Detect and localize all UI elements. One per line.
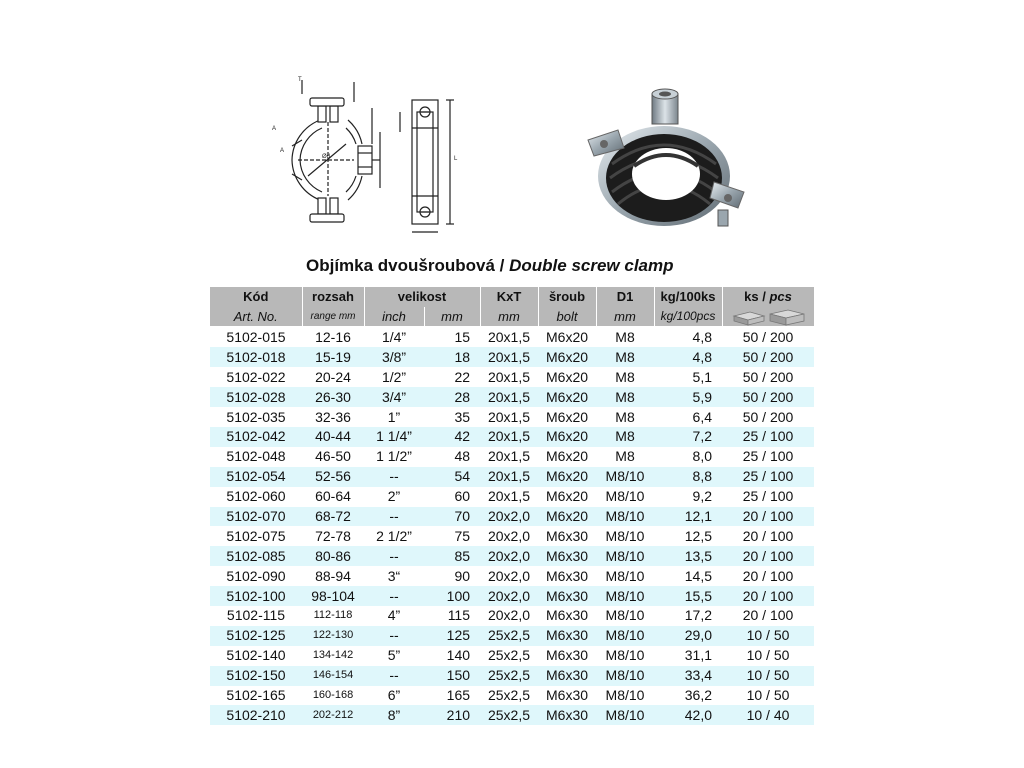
cell-d1: M8/10 bbox=[596, 546, 654, 566]
cell-code: 5102-028 bbox=[210, 387, 302, 407]
cell-weight: 5,1 bbox=[692, 368, 713, 385]
cell-code: 5102-150 bbox=[210, 666, 302, 686]
svg-text:A: A bbox=[280, 148, 285, 154]
cell-pack: 10 / 50 bbox=[746, 647, 790, 664]
cell-d1: M8/10 bbox=[605, 567, 645, 584]
cell-kxt: 20x1,5 bbox=[487, 448, 531, 465]
box-small-icon bbox=[734, 312, 764, 325]
cell-kxt: 20x1,5 bbox=[487, 408, 531, 425]
table-row bbox=[210, 686, 814, 706]
table-row bbox=[210, 487, 814, 507]
cell-weight: 42,0 bbox=[654, 705, 722, 725]
cell-bolt: M6x20 bbox=[546, 488, 589, 505]
cell-pack: 20 / 100 bbox=[742, 567, 794, 584]
table-row bbox=[210, 606, 814, 626]
subheader-box-icons bbox=[722, 307, 814, 328]
table-row bbox=[210, 566, 814, 586]
cell-bolt: M6x20 bbox=[538, 467, 596, 487]
cell-code: 5102-140 bbox=[226, 647, 286, 664]
cell-weight: 7,2 bbox=[654, 427, 722, 447]
svg-text:Ød: Ød bbox=[322, 154, 331, 160]
cell-mm: 85 bbox=[424, 546, 480, 566]
cell-d1: M8/10 bbox=[605, 527, 645, 544]
cell-kxt: 20x2,0 bbox=[480, 546, 538, 566]
cell-mm: 100 bbox=[424, 586, 480, 606]
cell-kxt: 25x2,5 bbox=[487, 687, 531, 704]
cell-bolt: M6x30 bbox=[546, 607, 589, 624]
subheader-bolt: bolt bbox=[538, 307, 596, 328]
cell-weight: 13,5 bbox=[654, 546, 722, 566]
table-row bbox=[210, 666, 814, 686]
cell-range: 60-64 bbox=[315, 488, 351, 505]
cell-inch: 3/4” bbox=[364, 387, 424, 407]
table-body bbox=[210, 327, 814, 725]
cell-inch: -- bbox=[364, 467, 424, 487]
cell-pack: 50 / 200 bbox=[722, 347, 814, 367]
cell-inch: 2” bbox=[387, 488, 401, 505]
cell-inch: -- bbox=[364, 666, 424, 686]
cell-code: 5102-035 bbox=[226, 408, 286, 425]
header-sroub: šroub bbox=[538, 287, 596, 307]
table-row bbox=[210, 546, 814, 566]
cell-mm: 15 bbox=[454, 329, 471, 346]
cell-d1: M8/10 bbox=[596, 666, 654, 686]
header-velikost: velikost bbox=[364, 287, 480, 307]
cell-mm: 70 bbox=[424, 507, 480, 527]
table-row bbox=[210, 327, 814, 347]
table-row bbox=[210, 467, 814, 487]
cell-d1: M8 bbox=[615, 368, 635, 385]
subheader-art: Art. No. bbox=[210, 307, 302, 328]
cell-range: 20-24 bbox=[315, 368, 351, 385]
cell-code: 5102-022 bbox=[226, 368, 286, 385]
cell-bolt: M6x30 bbox=[546, 647, 589, 664]
header-kxt: KxT bbox=[480, 287, 538, 307]
cell-pack: 10 / 50 bbox=[722, 626, 814, 646]
cell-inch: 4” bbox=[387, 607, 401, 624]
cell-range: 134-142 bbox=[312, 649, 354, 662]
subheader-inch: inch bbox=[364, 307, 424, 328]
svg-text:L: L bbox=[454, 156, 458, 162]
header-row bbox=[210, 287, 814, 307]
cell-inch: 3/8” bbox=[364, 347, 424, 367]
cell-d1: M8/10 bbox=[596, 626, 654, 646]
cell-range: 72-78 bbox=[315, 527, 351, 544]
cell-code: 5102-125 bbox=[210, 626, 302, 646]
cell-range: 32-36 bbox=[315, 408, 351, 425]
cell-pack: 25 / 100 bbox=[722, 467, 814, 487]
title-english: Double screw clamp bbox=[509, 256, 674, 275]
cell-inch: -- bbox=[364, 626, 424, 646]
subheader-d1-mm: mm bbox=[596, 307, 654, 328]
cell-range: 52-56 bbox=[302, 467, 364, 487]
subheader-row bbox=[210, 307, 814, 328]
cell-mm: 115 bbox=[447, 607, 471, 624]
cell-code: 5102-070 bbox=[210, 507, 302, 527]
cell-mm: 210 bbox=[424, 705, 480, 725]
table-row bbox=[210, 447, 814, 467]
cell-pack: 50 / 200 bbox=[742, 408, 794, 425]
cell-d1: M8/10 bbox=[605, 687, 645, 704]
cell-d1: M8/10 bbox=[596, 586, 654, 606]
cell-weight: 12,5 bbox=[684, 527, 713, 544]
page-title bbox=[306, 256, 674, 276]
table-row bbox=[210, 705, 814, 725]
cell-code: 5102-015 bbox=[226, 329, 286, 346]
cell-mm: 54 bbox=[424, 467, 480, 487]
table-row bbox=[210, 347, 814, 367]
cell-kxt: 20x1,5 bbox=[480, 427, 538, 447]
cell-bolt: M6x20 bbox=[546, 329, 589, 346]
table-row bbox=[210, 407, 814, 427]
cell-pack: 50 / 200 bbox=[742, 329, 794, 346]
cell-pack: 10 / 40 bbox=[722, 705, 814, 725]
cell-d1: M8 bbox=[615, 329, 635, 346]
cell-range: 160-168 bbox=[312, 689, 354, 702]
cell-mm: 60 bbox=[454, 488, 471, 505]
cell-bolt: M6x30 bbox=[538, 626, 596, 646]
cell-weight: 14,5 bbox=[684, 567, 713, 584]
cell-d1: M8 bbox=[596, 347, 654, 367]
cell-bolt: M6x20 bbox=[546, 408, 589, 425]
technical-drawing bbox=[262, 72, 470, 240]
table-row bbox=[210, 626, 814, 646]
cell-bolt: M6x30 bbox=[546, 567, 589, 584]
cell-code: 5102-100 bbox=[210, 586, 302, 606]
cell-inch: -- bbox=[364, 586, 424, 606]
cell-kxt: 20x2,0 bbox=[487, 607, 531, 624]
cell-d1: M8 bbox=[596, 387, 654, 407]
cell-bolt: M6x20 bbox=[538, 427, 596, 447]
cell-range: 12-16 bbox=[315, 329, 351, 346]
cell-inch: 1/4” bbox=[381, 329, 407, 346]
cell-range: 146-154 bbox=[302, 666, 364, 686]
cell-range: 112-118 bbox=[313, 609, 353, 622]
cell-code: 5102-090 bbox=[226, 567, 286, 584]
cell-inch: 3“ bbox=[387, 567, 401, 584]
cell-range: 98-104 bbox=[302, 586, 364, 606]
cell-weight: 6,4 bbox=[692, 408, 713, 425]
cell-bolt: M6x20 bbox=[546, 448, 589, 465]
cell-weight: 17,2 bbox=[684, 607, 713, 624]
cell-d1: M8/10 bbox=[605, 607, 645, 624]
table-row bbox=[210, 646, 814, 666]
cell-code: 5102-018 bbox=[210, 347, 302, 367]
cell-code: 5102-085 bbox=[210, 546, 302, 566]
cell-inch: 1/2” bbox=[381, 368, 407, 385]
cell-weight: 8,0 bbox=[692, 448, 713, 465]
cell-weight: 36,2 bbox=[684, 687, 713, 704]
cell-bolt: M6x20 bbox=[546, 368, 589, 385]
cell-code: 5102-115 bbox=[226, 607, 286, 624]
cell-kxt: 25x2,5 bbox=[480, 626, 538, 646]
cell-pack: 10 / 50 bbox=[722, 666, 814, 686]
cell-bolt: M6x30 bbox=[538, 586, 596, 606]
cell-d1: M8/10 bbox=[605, 647, 645, 664]
cell-inch: 1” bbox=[387, 408, 401, 425]
cell-d1: M8 bbox=[596, 427, 654, 447]
clamp-product-image bbox=[578, 86, 750, 236]
cell-mm: 140 bbox=[446, 647, 471, 664]
subheader-kxt-mm: mm bbox=[480, 307, 538, 328]
cell-pack: 20 / 100 bbox=[722, 586, 814, 606]
cell-d1: M8 bbox=[615, 448, 635, 465]
cell-mm: 90 bbox=[454, 567, 471, 584]
cell-kxt: 20x1,5 bbox=[487, 368, 531, 385]
table-row bbox=[210, 367, 814, 387]
cell-weight: 29,0 bbox=[654, 626, 722, 646]
cell-mm: 42 bbox=[424, 427, 480, 447]
cell-mm: 35 bbox=[454, 408, 471, 425]
cell-mm: 150 bbox=[424, 666, 480, 686]
cell-mm: 22 bbox=[454, 368, 471, 385]
cell-weight: 33,4 bbox=[654, 666, 722, 686]
svg-text:T: T bbox=[298, 77, 302, 83]
cell-d1: M8/10 bbox=[596, 705, 654, 725]
cell-pack: 20 / 100 bbox=[742, 527, 794, 544]
cell-pack: 25 / 100 bbox=[742, 448, 794, 465]
cell-inch: 6” bbox=[387, 687, 401, 704]
cell-pack: 50 / 200 bbox=[742, 368, 794, 385]
cell-range: 46-50 bbox=[315, 448, 351, 465]
cell-inch: -- bbox=[364, 507, 424, 527]
cell-code: 5102-060 bbox=[226, 488, 286, 505]
cell-range: 122-130 bbox=[302, 626, 364, 646]
subheader-kg: kg/100pcs bbox=[654, 307, 722, 328]
cell-mm: 165 bbox=[446, 687, 471, 704]
cell-pack: 25 / 100 bbox=[722, 427, 814, 447]
subheader-range: range mm bbox=[302, 307, 364, 328]
cell-kxt: 20x2,0 bbox=[487, 527, 531, 544]
cell-kxt: 25x2,5 bbox=[487, 647, 531, 664]
cell-bolt: M6x20 bbox=[538, 507, 596, 527]
subheader-mm: mm bbox=[424, 307, 480, 328]
cell-inch: -- bbox=[364, 546, 424, 566]
header-d1: D1 bbox=[596, 287, 654, 307]
cell-pack: 20 / 100 bbox=[722, 546, 814, 566]
cell-range: 26-30 bbox=[302, 387, 364, 407]
header-kod: Kód bbox=[210, 287, 302, 307]
table-row bbox=[210, 526, 814, 546]
cell-range: 202-212 bbox=[302, 705, 364, 725]
cell-d1: M8 bbox=[615, 408, 635, 425]
cell-range: 15-19 bbox=[302, 347, 364, 367]
cell-weight: 31,1 bbox=[684, 647, 713, 664]
table-row bbox=[210, 586, 814, 606]
cell-bolt: M6x30 bbox=[538, 666, 596, 686]
cell-bolt: M6x20 bbox=[538, 347, 596, 367]
cell-d1: M8/10 bbox=[596, 467, 654, 487]
cell-inch: 8” bbox=[364, 705, 424, 725]
cell-pack: 25 / 100 bbox=[742, 488, 794, 505]
cell-code: 5102-075 bbox=[226, 527, 286, 544]
table-row bbox=[210, 507, 814, 527]
cell-code: 5102-042 bbox=[210, 427, 302, 447]
cell-inch: 2 1/2” bbox=[376, 527, 412, 544]
table-row bbox=[210, 427, 814, 447]
cell-d1: M8/10 bbox=[605, 488, 645, 505]
cell-mm: 28 bbox=[424, 387, 480, 407]
cell-weight: 12,1 bbox=[654, 507, 722, 527]
cell-code: 5102-048 bbox=[226, 448, 286, 465]
cell-code: 5102-054 bbox=[210, 467, 302, 487]
cell-pack: 20 / 100 bbox=[742, 607, 794, 624]
cell-kxt: 20x2,0 bbox=[487, 567, 531, 584]
cell-kxt: 20x1,5 bbox=[480, 467, 538, 487]
product-table bbox=[210, 287, 815, 725]
cell-weight: 9,2 bbox=[692, 488, 713, 505]
cell-range: 80-86 bbox=[302, 546, 364, 566]
cell-pack: 20 / 100 bbox=[722, 507, 814, 527]
cell-kxt: 20x1,5 bbox=[480, 387, 538, 407]
cell-weight: 15,5 bbox=[654, 586, 722, 606]
svg-text:A: A bbox=[272, 126, 277, 132]
cell-pack: 50 / 200 bbox=[722, 387, 814, 407]
cell-pack: 10 / 50 bbox=[746, 687, 790, 704]
cell-kxt: 20x1,5 bbox=[487, 488, 531, 505]
cell-inch: 5” bbox=[387, 647, 401, 664]
header-ks: ks / pcs bbox=[722, 287, 814, 307]
cell-weight: 4,8 bbox=[692, 329, 713, 346]
cell-bolt: M6x30 bbox=[546, 687, 589, 704]
cell-weight: 8,8 bbox=[654, 467, 722, 487]
cell-bolt: M6x30 bbox=[538, 705, 596, 725]
cell-bolt: M6x30 bbox=[546, 527, 589, 544]
cell-range: 40-44 bbox=[302, 427, 364, 447]
cell-weight: 5,9 bbox=[654, 387, 722, 407]
cell-mm: 125 bbox=[424, 626, 480, 646]
cell-bolt: M6x20 bbox=[538, 387, 596, 407]
cell-weight: 4,8 bbox=[654, 347, 722, 367]
box-large-icon bbox=[770, 310, 804, 325]
cell-range: 68-72 bbox=[302, 507, 364, 527]
cell-kxt: 20x2,0 bbox=[480, 586, 538, 606]
cell-range: 88-94 bbox=[315, 567, 351, 584]
cell-mm: 18 bbox=[424, 347, 480, 367]
cell-kxt: 25x2,5 bbox=[480, 705, 538, 725]
cell-kxt: 20x1,5 bbox=[480, 347, 538, 367]
cell-d1: M8/10 bbox=[596, 507, 654, 527]
header-kg: kg/100ks bbox=[654, 287, 722, 307]
cell-kxt: 25x2,5 bbox=[480, 666, 538, 686]
cell-inch: 1 1/4” bbox=[364, 427, 424, 447]
cell-mm: 75 bbox=[454, 527, 471, 544]
cell-code: 5102-165 bbox=[226, 687, 286, 704]
cell-bolt: M6x30 bbox=[538, 546, 596, 566]
table-row bbox=[210, 387, 814, 407]
title-czech: Objímka dvoušroubová / bbox=[306, 256, 505, 275]
cell-inch: 1 1/2” bbox=[376, 448, 412, 465]
cell-code: 5102-210 bbox=[210, 705, 302, 725]
cell-kxt: 20x2,0 bbox=[480, 507, 538, 527]
header-rozsah: rozsah bbox=[302, 287, 364, 307]
cell-mm: 48 bbox=[454, 448, 471, 465]
cell-kxt: 20x1,5 bbox=[487, 329, 531, 346]
